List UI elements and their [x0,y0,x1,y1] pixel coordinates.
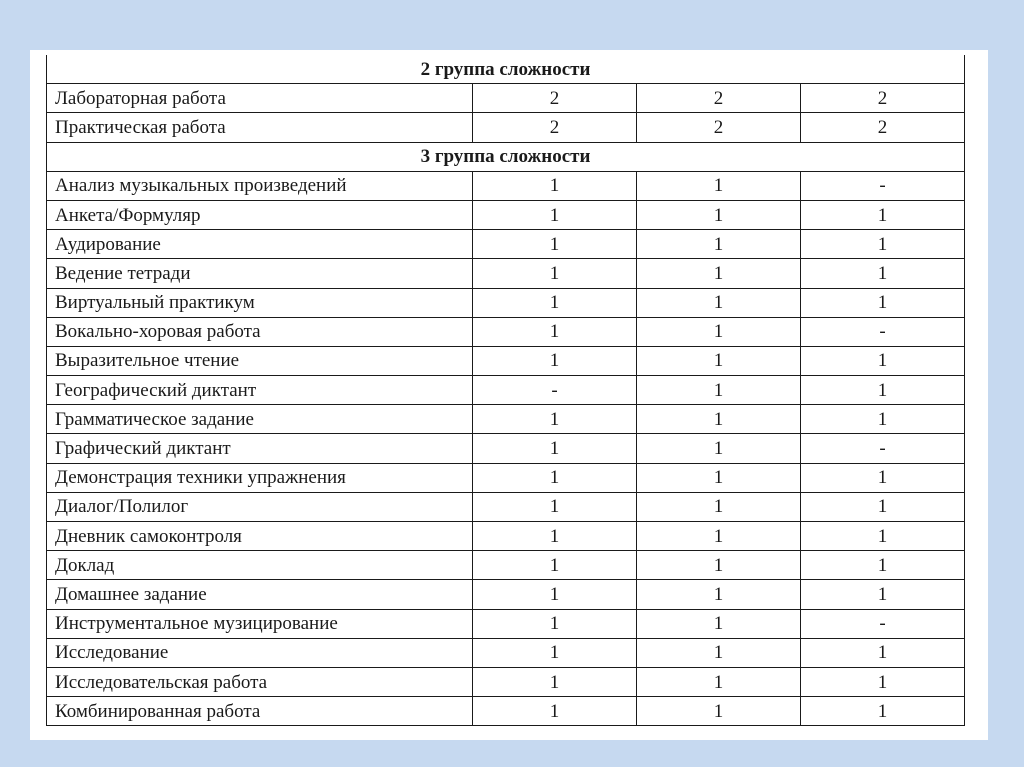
value-cell-3: 1 [801,551,965,580]
value-cell-3: 1 [801,697,965,726]
value-cell-3: 1 [801,638,965,667]
value-cell-1: 1 [473,317,637,346]
work-type-name: Виртуальный практикум [47,288,473,317]
value-cell-2: 1 [637,376,801,405]
value-cell-3: 1 [801,230,965,259]
table-row [47,667,965,696]
group-title: 3 группа сложности [47,142,965,171]
value-cell-1: 1 [473,171,637,200]
work-type-name: Анкета/Формуляр [47,200,473,229]
value-cell-1: 1 [473,463,637,492]
slide [30,50,988,740]
table-row [47,171,965,200]
value-cell-3: 2 [801,84,965,113]
value-cell-3: 1 [801,405,965,434]
value-cell-3: 1 [801,200,965,229]
value-cell-3: 1 [801,288,965,317]
work-type-name: Графический диктант [47,434,473,463]
value-cell-2: 2 [637,84,801,113]
work-type-name: Грамматическое задание [47,405,473,434]
value-cell-2: 1 [637,288,801,317]
work-type-name: Вокально-хоровая работа [47,317,473,346]
table-row [47,580,965,609]
value-cell-3: - [801,317,965,346]
value-cell-1: 1 [473,230,637,259]
value-cell-2: 1 [637,580,801,609]
group-header-row [47,142,965,171]
value-cell-2: 1 [637,230,801,259]
value-cell-2: 1 [637,492,801,521]
value-cell-2: 1 [637,434,801,463]
value-cell-2: 1 [637,667,801,696]
value-cell-1: 1 [473,259,637,288]
table-row [47,638,965,667]
work-type-name: Лабораторная работа [47,84,473,113]
value-cell-2: 1 [637,171,801,200]
table-row [47,288,965,317]
value-cell-3: 1 [801,376,965,405]
value-cell-1: 1 [473,346,637,375]
work-type-name: Аудирование [47,230,473,259]
work-type-name: Домашнее задание [47,580,473,609]
value-cell-2: 1 [637,697,801,726]
work-type-name: Географический диктант [47,376,473,405]
table-row [47,376,965,405]
table-row [47,522,965,551]
value-cell-2: 1 [637,317,801,346]
table-row [47,434,965,463]
value-cell-2: 1 [637,346,801,375]
group-header-row [47,55,965,84]
value-cell-2: 1 [637,638,801,667]
value-cell-1: 1 [473,697,637,726]
value-cell-2: 1 [637,200,801,229]
work-type-name: Анализ музыкальных произведений [47,171,473,200]
value-cell-3: 1 [801,580,965,609]
work-type-name: Инструментальное музицирование [47,609,473,638]
value-cell-1: 2 [473,113,637,142]
table-row [47,200,965,229]
value-cell-3: 1 [801,259,965,288]
value-cell-3: 1 [801,522,965,551]
table-row [47,259,965,288]
value-cell-3: - [801,434,965,463]
value-cell-1: 1 [473,434,637,463]
value-cell-1: 2 [473,84,637,113]
value-cell-1: 1 [473,638,637,667]
value-cell-2: 2 [637,113,801,142]
table-row [47,463,965,492]
table-row [47,84,965,113]
work-type-name: Ведение тетради [47,259,473,288]
value-cell-1: 1 [473,492,637,521]
value-cell-2: 1 [637,609,801,638]
group-title: 2 группа сложности [47,55,965,84]
table-row [47,405,965,434]
value-cell-1: - [473,376,637,405]
value-cell-1: 1 [473,288,637,317]
value-cell-2: 1 [637,551,801,580]
value-cell-3: 1 [801,346,965,375]
value-cell-3: 2 [801,113,965,142]
work-type-name: Диалог/Полилог [47,492,473,521]
value-cell-3: 1 [801,463,965,492]
work-type-name: Выразительное чтение [47,346,473,375]
work-type-name: Исследование [47,638,473,667]
value-cell-2: 1 [637,463,801,492]
table-row [47,551,965,580]
value-cell-3: 1 [801,667,965,696]
table-row [47,113,965,142]
value-cell-1: 1 [473,522,637,551]
table-row [47,609,965,638]
value-cell-1: 1 [473,580,637,609]
work-type-name: Дневник самоконтроля [47,522,473,551]
table-row [47,346,965,375]
value-cell-3: - [801,171,965,200]
value-cell-3: 1 [801,492,965,521]
work-type-name: Доклад [47,551,473,580]
value-cell-1: 1 [473,405,637,434]
value-cell-1: 1 [473,551,637,580]
table-row [47,697,965,726]
table-row [47,230,965,259]
value-cell-2: 1 [637,522,801,551]
complexity-table [46,55,965,726]
value-cell-1: 1 [473,200,637,229]
table-row [47,492,965,521]
work-type-name: Исследовательская работа [47,667,473,696]
value-cell-2: 1 [637,405,801,434]
table-row [47,317,965,346]
work-type-name: Комбинированная работа [47,697,473,726]
work-type-name: Практическая работа [47,113,473,142]
value-cell-2: 1 [637,259,801,288]
table-body [47,55,965,726]
value-cell-3: - [801,609,965,638]
value-cell-1: 1 [473,667,637,696]
value-cell-1: 1 [473,609,637,638]
work-type-name: Демонстрация техники упражнения [47,463,473,492]
